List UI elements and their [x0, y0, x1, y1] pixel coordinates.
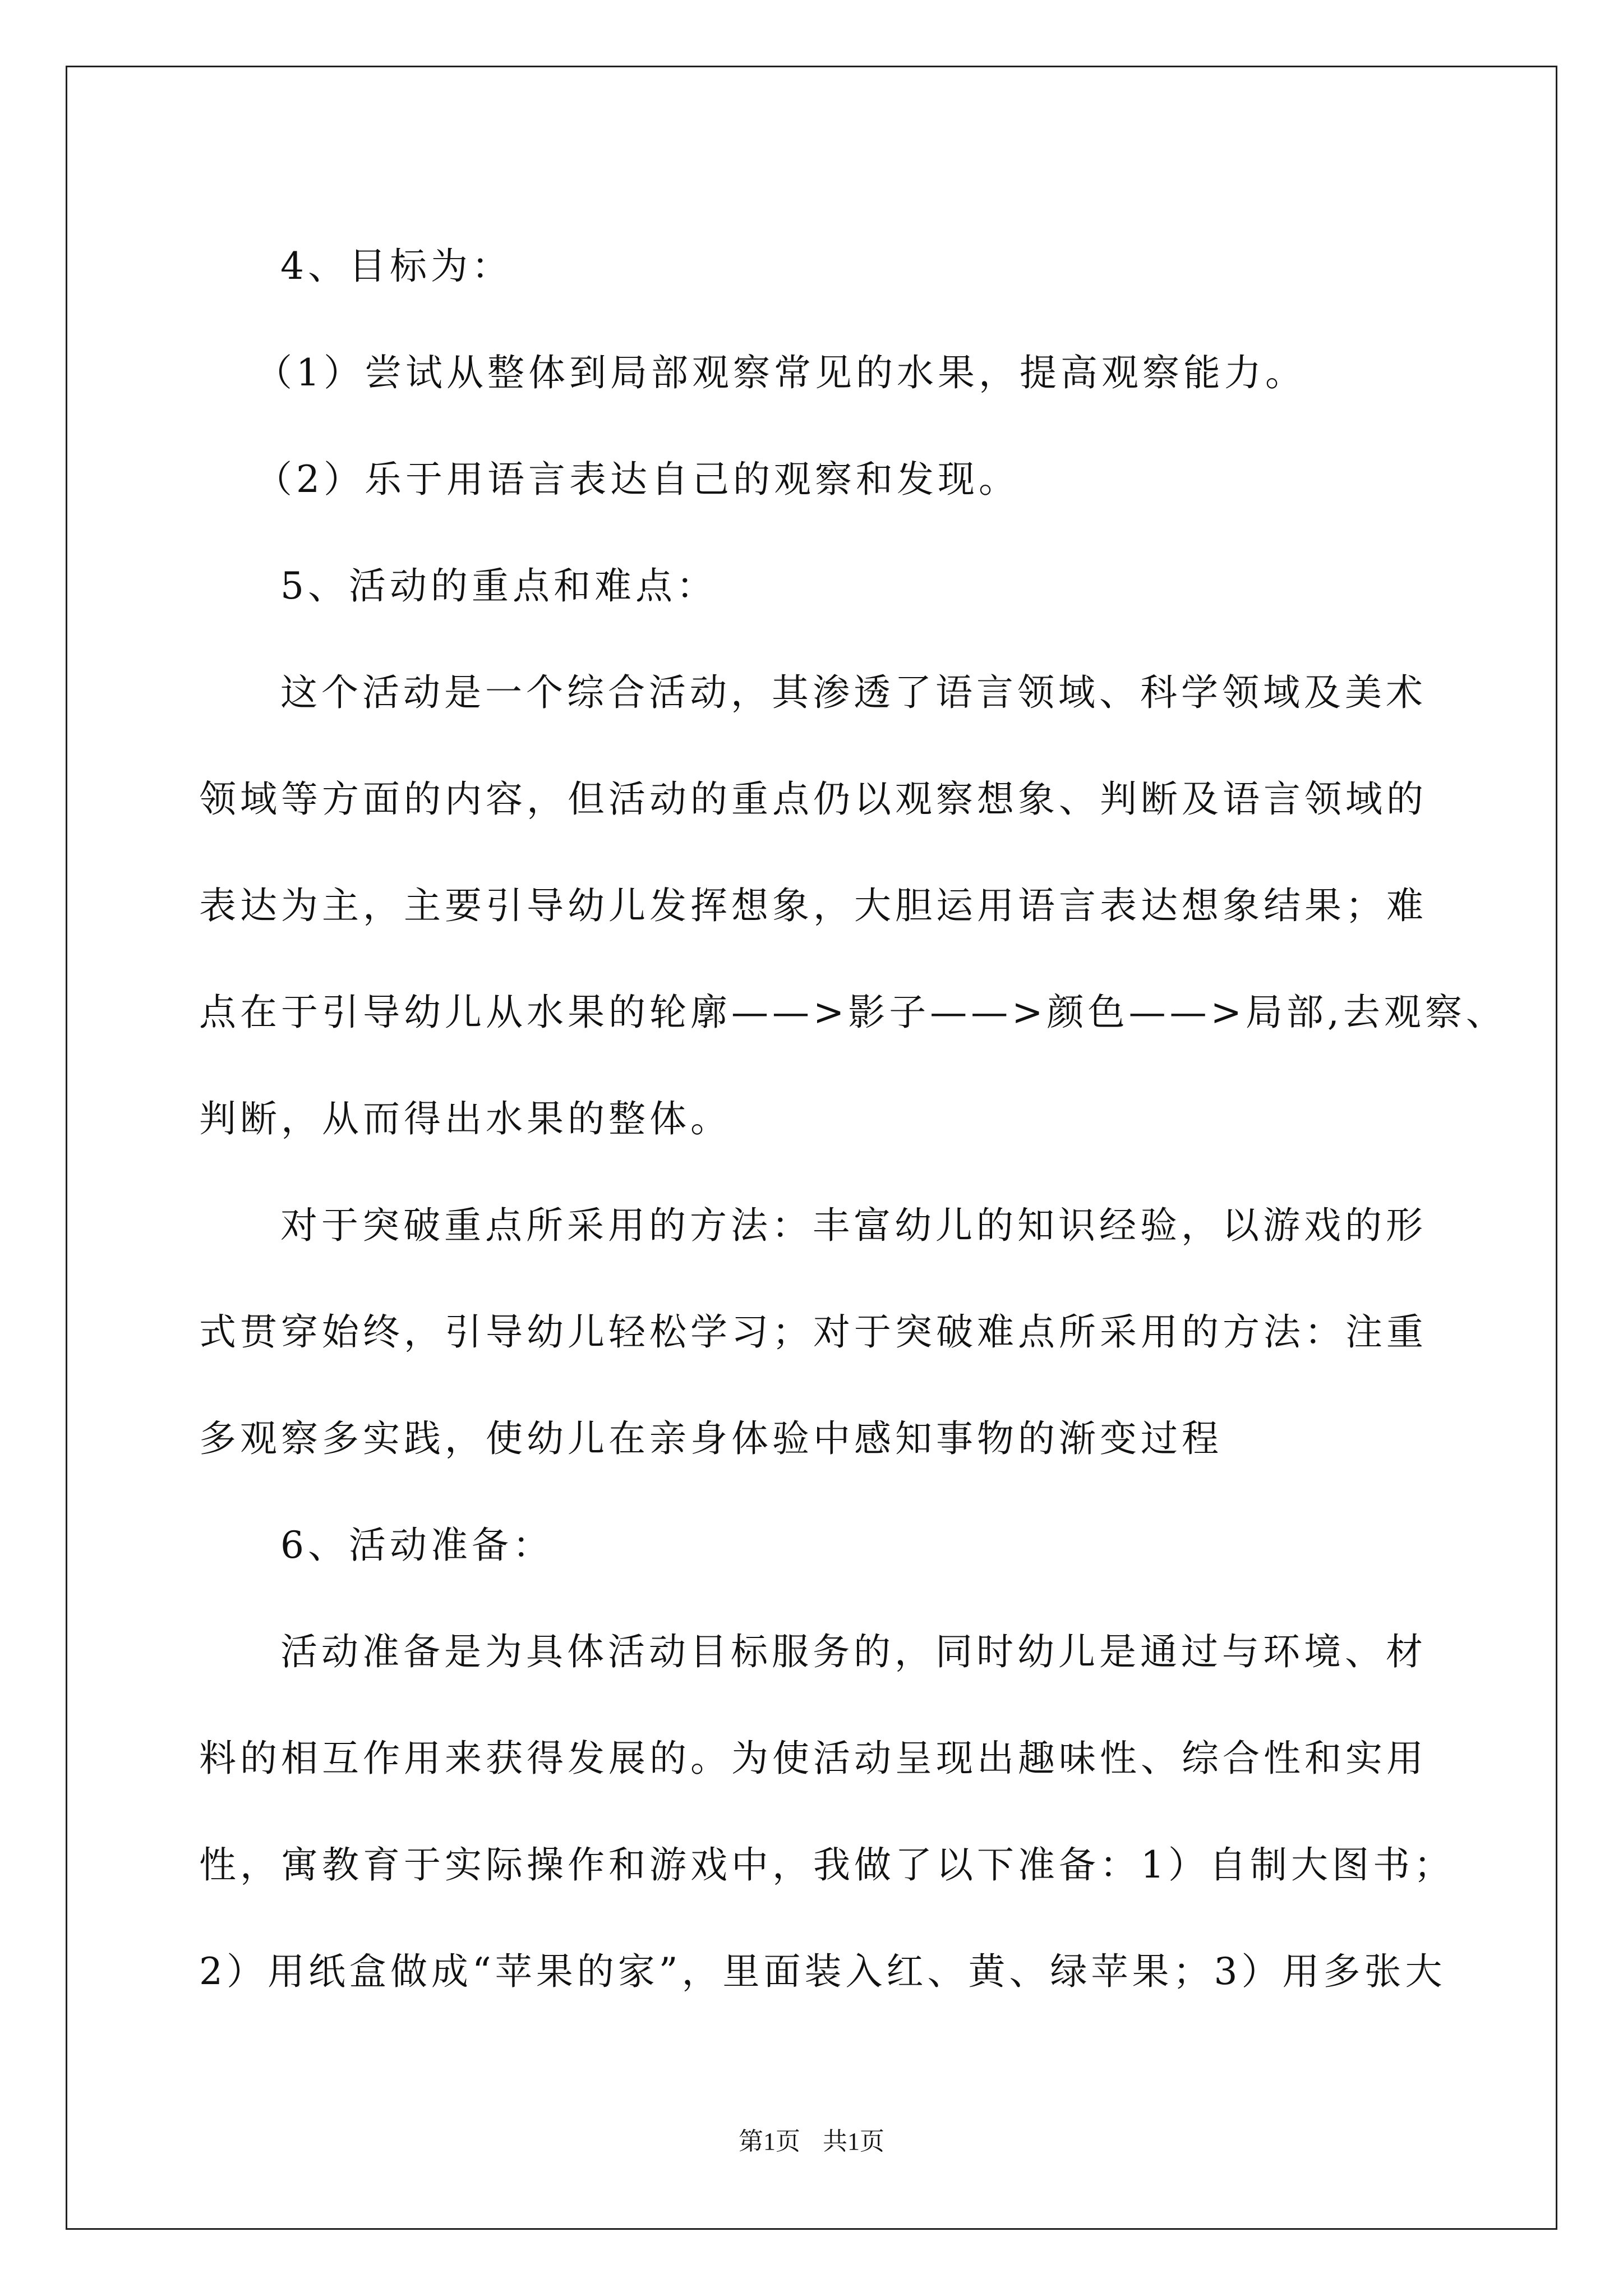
heading-key-points: 5、活动的重点和难点：	[280, 564, 717, 608]
paragraph-line: 料的相互作用来获得发展的。为使活动呈现出趣味性、综合性和实用	[199, 1737, 1427, 1780]
goal-item-1: （1）尝试从整体到局部观察常见的水果，提高观察能力。	[255, 351, 1306, 394]
page-total: 共1页	[823, 2128, 884, 2155]
paragraph-line: 对于突破重点所采用的方法：丰富幼儿的知识经验，以游戏的形	[280, 1204, 1427, 1247]
paragraph-line: 领域等方面的内容，但活动的重点仍以观察想象、判断及语言领域的	[199, 777, 1427, 821]
heading-goals: 4、目标为：	[280, 245, 513, 288]
paragraph-line: 活动准备是为具体活动目标服务的，同时幼儿是通过与环境、材	[280, 1630, 1427, 1673]
paragraph-line: 性，寓教育于实际操作和游戏中，我做了以下准备：1）自制大图书；	[199, 1843, 1455, 1887]
paragraph-line: 多观察多实践，使幼儿在亲身体验中感知事物的渐变过程	[199, 1417, 1223, 1460]
paragraph-line: 这个活动是一个综合活动，其渗透了语言领域、科学领域及美术	[280, 671, 1427, 714]
paragraph-line: 判断，从而得出水果的整体。	[199, 1097, 731, 1140]
goal-item-2: （2）乐于用语言表达自己的观察和发现。	[255, 458, 1020, 501]
paragraph-line: 点在于引导幼儿从水果的轮廓——>影子——>颜色——>局部,去观察、	[199, 991, 1507, 1034]
paragraph-line: 表达为主，主要引导幼儿发挥想象，大胆运用语言表达想象结果；难	[199, 884, 1427, 927]
heading-preparation: 6、活动准备：	[280, 1524, 554, 1567]
page-current: 第1页	[739, 2128, 800, 2155]
page-footer	[0, 2125, 1623, 2159]
paragraph-line: 式贯穿始终，引导幼儿轻松学习；对于突破难点所采用的方法：注重	[199, 1310, 1427, 1354]
document-body	[199, 213, 1507, 2025]
paragraph-line: 2）用纸盒做成“苹果的家”，里面装入红、黄、绿苹果；3）用多张大	[199, 1950, 1446, 1993]
